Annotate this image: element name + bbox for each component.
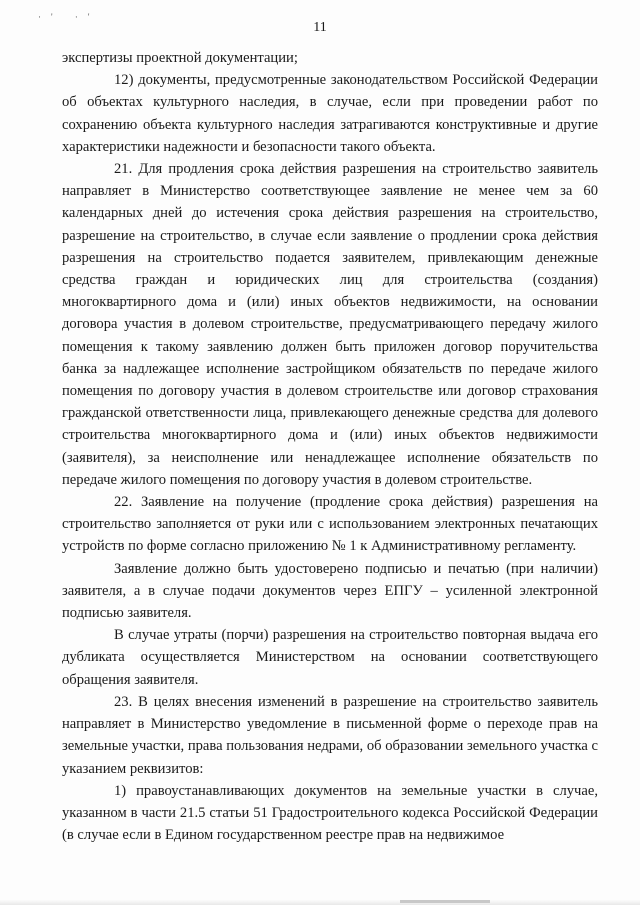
paragraph-signature-requirement: Заявление должно быть удостоверено подписью и печатью (при наличии) заявителя, а в случае подачи документов через ЕПГУ – усиленной электронной подписью заявителя. [62, 560, 598, 622]
paragraph-section-23: 23. В целях внесения изменений в разрешение на строительство заявитель направляет в Министерство уведомление в письменной форме о переходе прав на земельные участки, права пользования недрами, об образовании земельного участка с указанием реквизитов: [62, 693, 598, 777]
paragraph-continuation: экспертизы проектной документации; [62, 50, 298, 66]
scan-corner-marks: ·' ·' [38, 12, 100, 22]
paragraph-item-12: 12) документы, предусмотренные законодательством Российской Федерации об объектах культурного наследия, в случае, если при проведении работ по сохранению объекта культурного наследия затрагиваются конструктивные и другие характеристики надежности и безопасности такого объекта. [62, 72, 598, 155]
paragraph-duplicate: В случае утраты (порчи) разрешения на строительство повторная выдача его дубликата осуществляется Министерством на основании соответствующего обращения заявителя. [62, 627, 598, 688]
scan-bottom-edge [0, 899, 640, 905]
page-number: 11 [313, 20, 327, 35]
paragraph-item-1: 1) правоустанавливающих документов на земельные участки в случае, указанном в части 21.5 статьи 51 Градостроительного кодекса Российской Федерации (в случае если в Едином государственном реестре прав на недвижимое [62, 782, 598, 844]
paragraph-section-22: 22. Заявление на получение (продление срока действия) разрешения на строительство заполняется от руки или с использованием электронных печатающих устройств по форме согласно приложению № 1 к Административному регламенту. [62, 494, 598, 555]
scan-bottom-mark [400, 900, 490, 903]
paragraph-section-21: 21. Для продления срока действия разрешения на строительство заявитель направляет в Министерство соответствующее заявление не менее чем за 60 календарных дней до истечения срока действия разрешения на строительство, разрешение на строительство, в случае если заявление о продлении срока действия разрешения на строительство подается заявителем, привлекающим денежные средства граждан и юридических лиц для строительства (создания) многоквартирного дома и (или) иных объектов недвижимости, на основании договора участия в долевом строительстве, предусматривающего передачу жилого помещения к такому заявлению должен быть приложен договор поручительства банка за надлежащее исполнение застройщиком обязательств по передаче жилого помещения по договору участия в долевом строительстве или договор страхования гражданской ответственности лица, привлекающего денежные средства для долевого строительства многоквартирного дома и (или) иных объектов недвижимости (заявителя), за неисполнение или ненадлежащее исполнение обязательств по передаче жилого помещения по договору участия в долевом строительстве. [62, 161, 598, 488]
document-body [62, 47, 598, 846]
